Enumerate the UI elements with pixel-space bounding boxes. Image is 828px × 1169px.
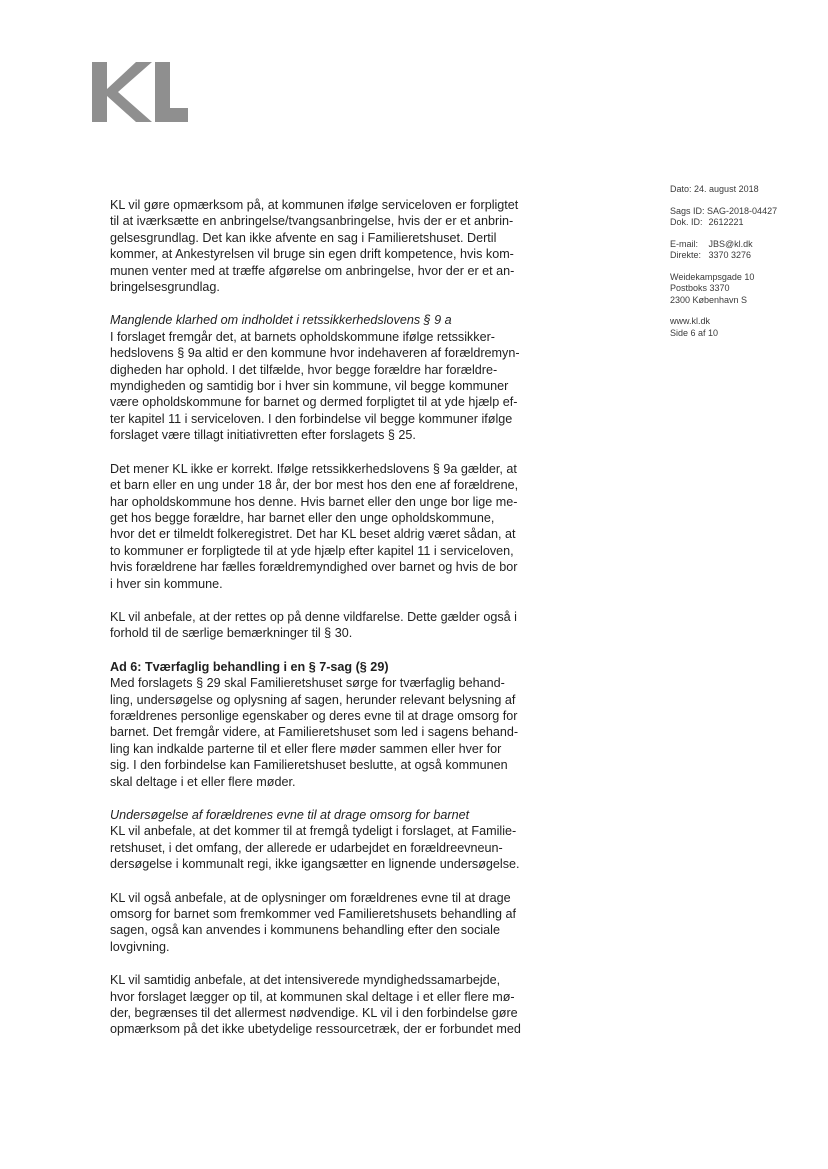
section-heading: Manglende klarhed om indholdet i retssikkerhedslovens § 9 a	[110, 313, 452, 328]
dok-id-row: Dok. ID: 2612221	[670, 217, 744, 227]
document-metadata	[670, 184, 820, 349]
paragraph: KL vil samtidig anbefale, at det intensiverede myndighedssamarbejde, hvor forslaget lægger op til, at kommunen skal deltage i et eller flere mø- der, begrænses til det allermest nødvendige. KL vil i den forbindelse gøre opmærksom på det ikke ubetydelige ressourcetræk, der er forbundet med	[110, 973, 521, 1037]
date-row: Dato: 24. august 2018	[670, 184, 759, 194]
direkte-row: Direkte: 3370 3276	[670, 250, 752, 260]
page-number: Side 6 af 10	[670, 327, 719, 338]
letter-body	[110, 197, 562, 1038]
address-block: Weidekampsgade 10 Postboks 3370 2300 København S	[670, 271, 755, 305]
sags-id-row: Sags ID: SAG-2018-04427	[670, 205, 778, 216]
website: www.kl.dk	[670, 316, 711, 326]
paragraph: Med forslagets § 29 skal Familieretshuset sørge for tværfaglig behand- ling, undersøgelse og oplysning af sagen, herunder relevant belysning af forældrenes personlige egenskaber og deres evne til at drage omsorg for barnet. Det fremgår videre, at Familieretshuset som led i sagens behand- ling kan indkalde parterne til et eller flere møder sammen eller hver for sig. I den forbindelse kan Familieretshuset beslutte, at også kommunen skal deltage i et eller flere møder.	[110, 676, 519, 789]
paragraph: KL vil også anbefale, at de oplysninger om forældrenes evne til at drage omsorg for barnet som fremkommer ved Familieretshusets behandling af sagen, også kan anvendes i kommunens behandling efter den sociale lovgivning.	[110, 890, 516, 954]
paragraph: Det mener KL ikke er korrekt. Ifølge retssikkerhedslovens § 9a gælder, at et barn eller en ung under 18 år, der bor mest hos den ene af forældrene, har opholdskommune hos denne. Hvis barnet eller den unge bor lige me- get hos begge forældre, har barnet eller den unge opholdskommune, hvor det er tilmeldt folkeregistret. Det har KL beset aldrig været sådan, at to kommuner er forpligtede til at yde hjælp efter kapitel 11 i serviceloven, hvis forældrene har fælles forældremyndighed over barnet og hvis de bor i hver sin kommune.	[110, 461, 519, 591]
email-row: E-mail: JBS@kl.dk	[670, 238, 753, 249]
section-heading: Undersøgelse af forældrenes evne til at drage omsorg for barnet	[110, 808, 470, 822]
section-heading: Ad 6: Tværfaglig behandling i en § 7-sag (§ 29)	[110, 659, 389, 674]
paragraph: KL vil anbefale, at det kommer til at fremgå tydeligt i forslaget, at Familie- retshuset, i det omfang, der allerede er udarbejdet en forældreevneun- dersøgelse i kommunalt regi, ikke igangsætter en lignende undersøgelse.	[110, 824, 520, 872]
paragraph: I forslaget fremgår det, at barnets opholdskommune ifølge retssikker- hedslovens § 9a altid er den kommune hvor indehaveren af forældremyn- digheden har ophold. I det tilfælde, hvor begge forældre har forældre- myndigheden og samtidig bor i hver sin kommune, vil begge kommuner være opholdskommune for barnet og dermed forpligtet til at yde hjælp ef- ter kapitel 11 i serviceloven. I den forbindelse vil begge kommuner ifølge forslaget være tillagt initiativretten efter forslagets § 25.	[110, 329, 520, 443]
paragraph: KL vil anbefale, at der rettes op på denne vildfarelse. Dette gælder også i forhold til de særlige bemærkninger til § 30.	[110, 609, 517, 641]
paragraph: KL vil gøre opmærksom på, at kommunen ifølge serviceloven er forpligtet til at iværksætte en anbringelse/tvangsanbringelse, hvis der er et anbrin- gelsesgrundlag. Det kan ikke afvente en sag i Familieretshuset. Dertil kommer, at Ankestyrelsen vil bruge sin egen drift kompetence, hvis kom- munen venter med at træffe afgørelse om anbringelse, hvor der er et an- bringelsesgrundlag.	[110, 198, 519, 295]
kl-logo	[92, 62, 188, 122]
